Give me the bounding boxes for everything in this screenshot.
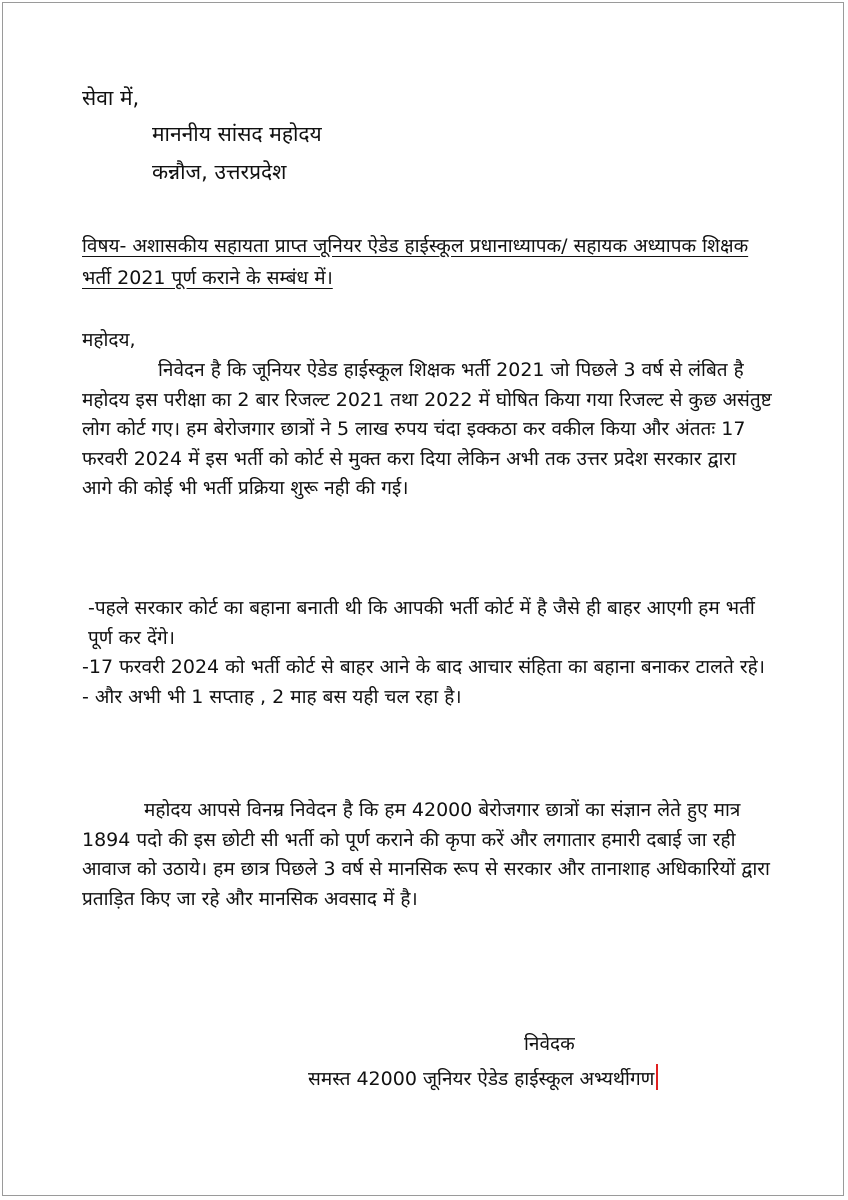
recipient-location: कन्नौज, उत्तरप्रदेश [152, 160, 287, 184]
point-item: - और अभी भी 1 सप्ताह , 2 माह बस यही चल रहा है। [82, 685, 462, 708]
recipient-title: माननीय सांसद महोदय [152, 122, 322, 146]
signatory-text: समस्त 42000 जूनियर ऐडेड हाईस्कूल अभ्यर्थीगण [308, 1068, 655, 1090]
greeting: महोदय, [82, 329, 136, 351]
salutation: सेवा में, [82, 86, 140, 110]
closing-signatory [308, 1064, 658, 1091]
body-paragraph-1: निवेदन है कि जूनियर ऐडेड हाईस्कूल शिक्षक भर्ती 2021 जो पिछले 3 वर्ष से लंबित है महोदय इस परीक्षा का 2 बार रिजल्ट 2021 तथा 2022 में घोषित किया गया रिजल्ट से कुछ असंतुष्ट लोग कोर्ट गए। हम बेरोजगार छात्रों ने 5 लाख रुपय चंदा इक्कठा कर वकील किया और अंततः 17 फरवरी 2024 में इस भर्ती को कोर्ट से मुक्त करा दिया लेकिन अभी तक उत्तर प्रदेश सरकार द्वारा आगे की कोई भी भर्ती प्रक्रिया शुरू नही की गई। [82, 359, 772, 499]
point-item: -17 फरवरी 2024 को भर्ती कोर्ट से बाहर आने के बाद आचार संहिता का बहाना बनाकर टालते रहे। [82, 656, 765, 678]
points-list [82, 594, 772, 712]
point-item: -पहले सरकार कोर्ट का बहाना बनाती थी कि आपकी भर्ती कोर्ट में है जैसे ही बाहर आएगी हम भर्ती पूर्ण कर देंगे। [88, 597, 755, 649]
text-cursor [656, 1064, 658, 1090]
subject-line: विषय- अशासकीय सहायता प्राप्त जूनियर ऐडेड हाईस्कूल प्रधानाध्यापक/ सहायक अध्यापक शिक्षक भर्ती 2021 पूर्ण कराने के सम्बंध में। [82, 235, 749, 289]
closing-label: निवेदक [524, 1033, 575, 1055]
body-paragraph-3: महोदय आपसे विनम्र निवेदन है कि हम 42000 बेरोजगार छात्रों का संज्ञान लेते हुए मात्र 1894 पदो की इस छोटी सी भर्ती को पूर्ण कराने की कृपा करें और लगातार हमारी दबाई जा रही आवाज को उठाये। हम छात्र पिछले 3 वर्ष से मानसिक रूप से सरकार और तानाशाह अधिकारियों द्वारा प्रताड़ित किए जा रहे और मानसिक अवसाद में है। [82, 799, 770, 910]
